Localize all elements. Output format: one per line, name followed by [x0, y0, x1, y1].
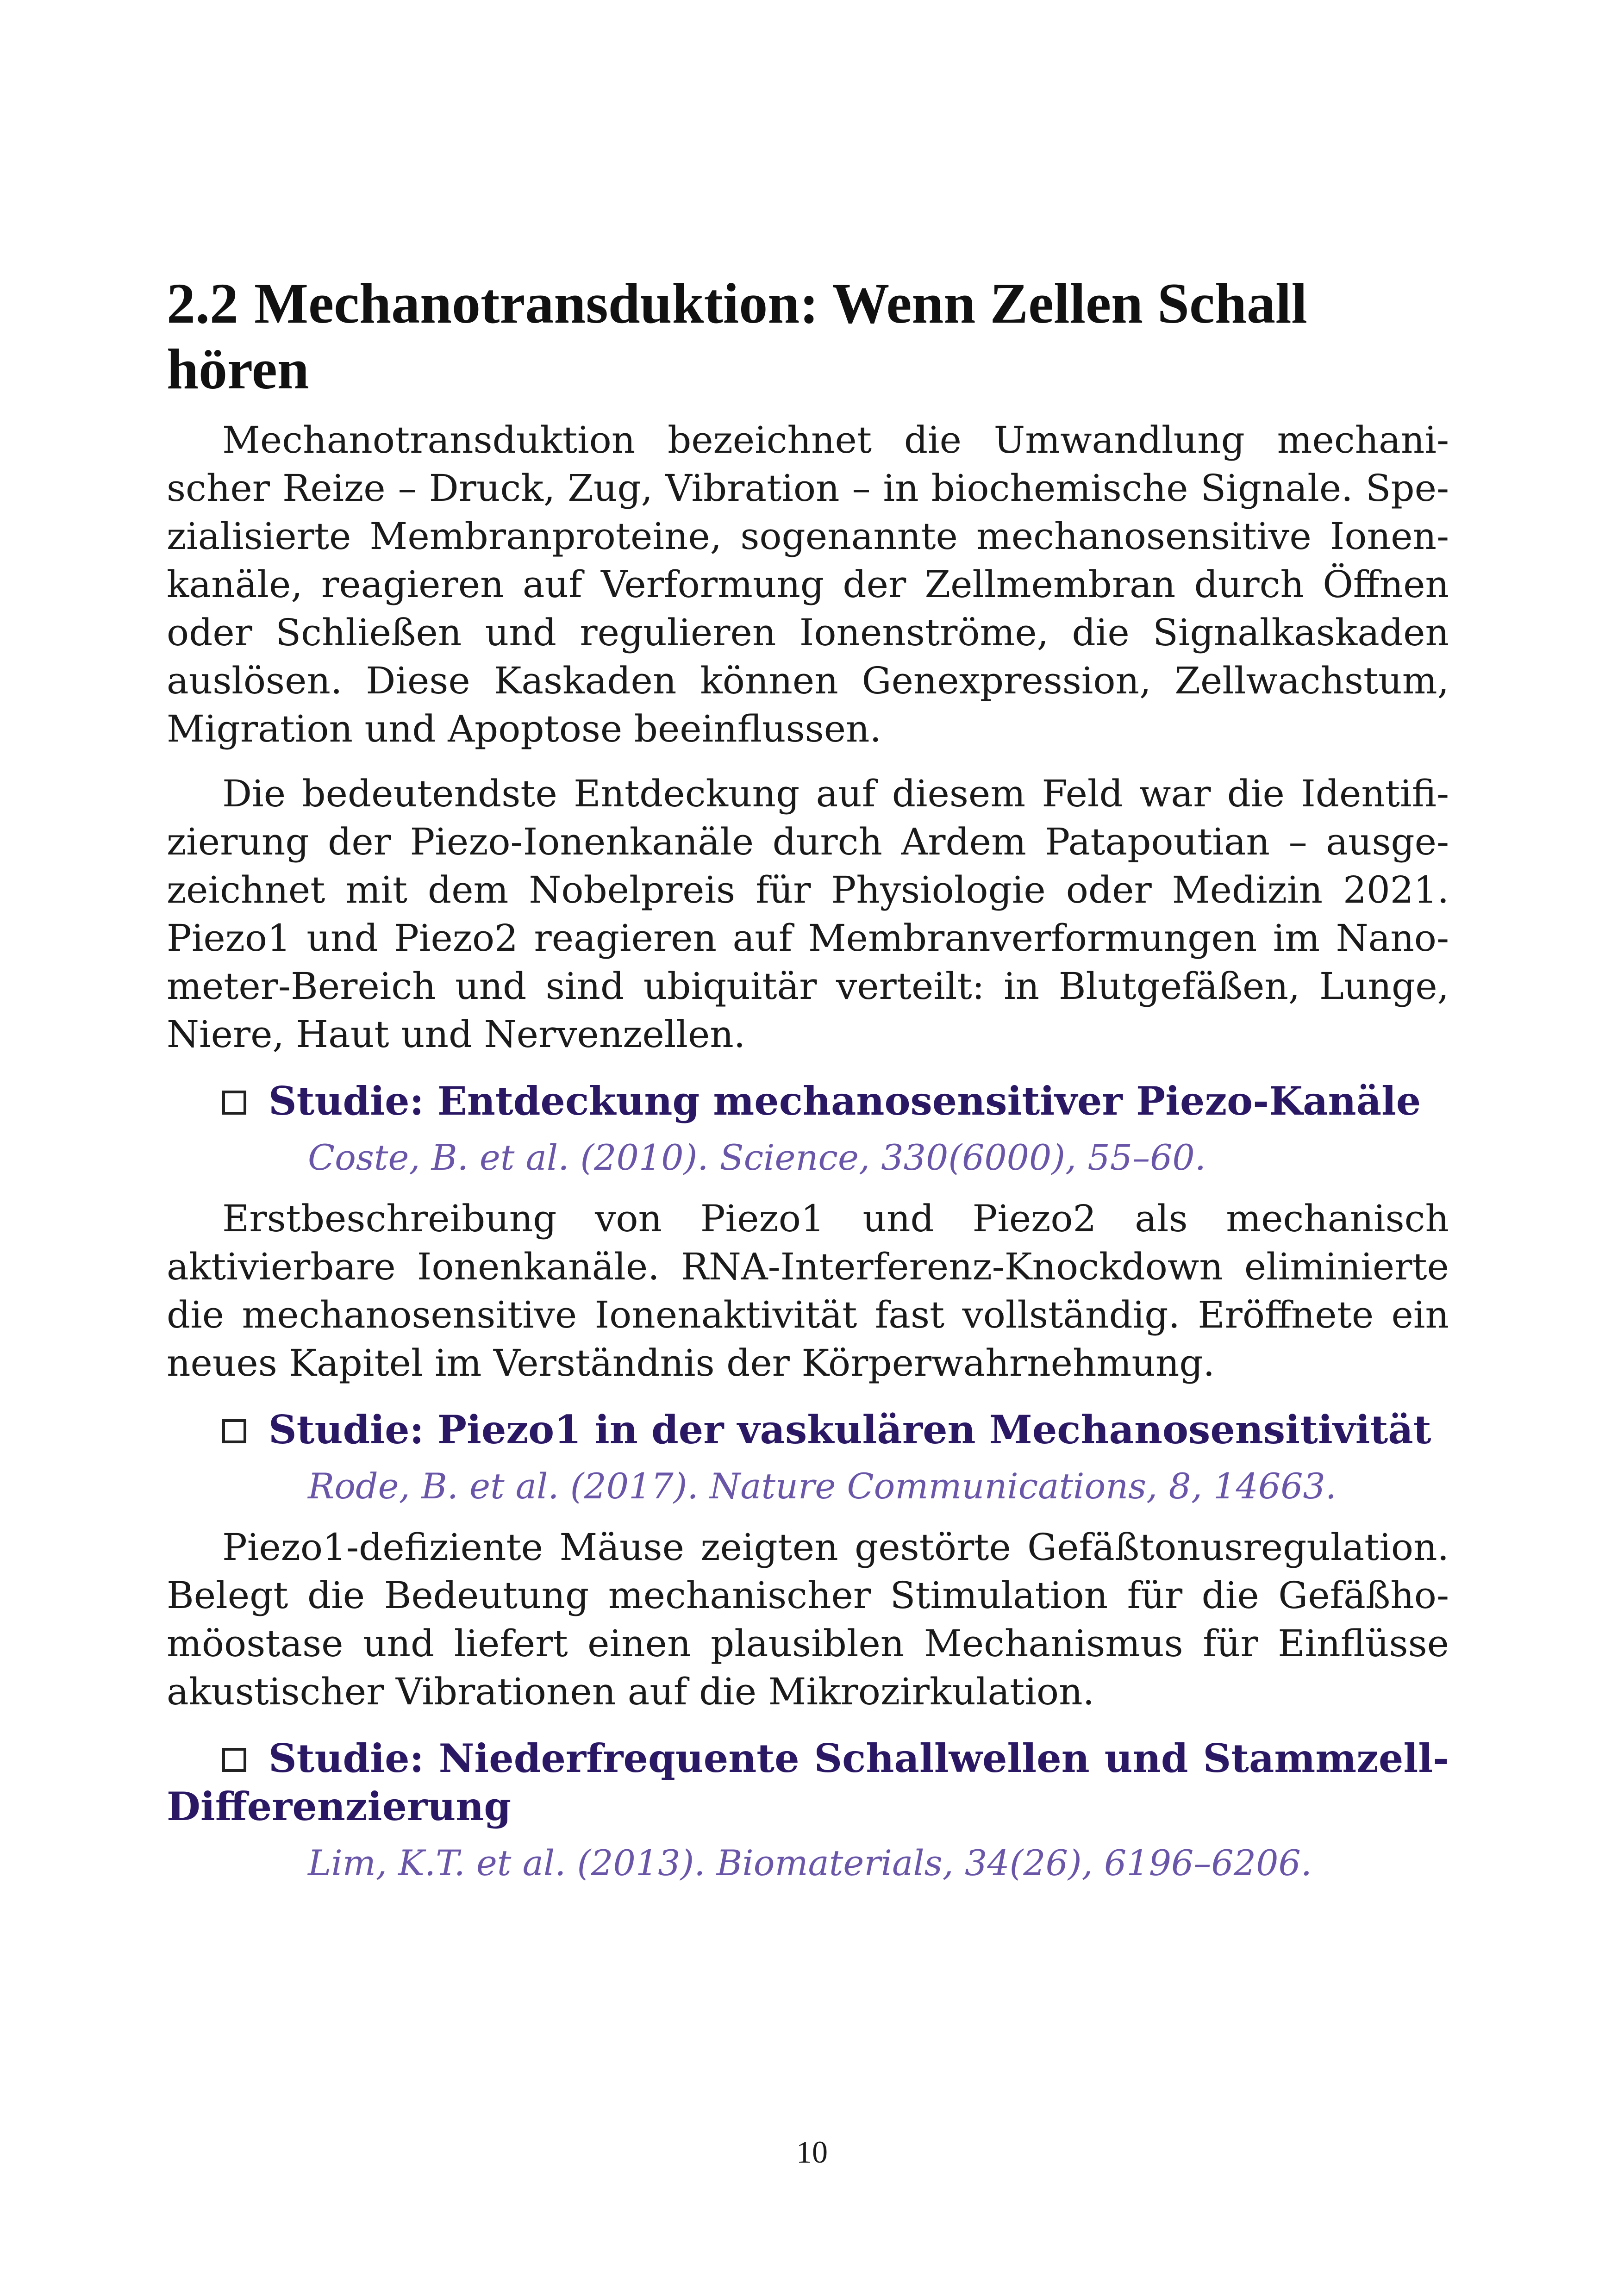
section-title: Mechanotransduktion: Wenn Zellen Schall hören: [167, 272, 1307, 401]
checkbox-icon: [222, 1419, 246, 1443]
study-title: Studie: Piezo1 in der vaskulären Mechanosensitivität: [269, 1407, 1431, 1453]
study-summary: Erstbeschreibung von Piezo1 und Piezo2 als mechanisch aktivierbare Ionenkanäle. RNA-Interferenz-Knockdown eliminierte die mechanosensitive Ionenaktivität fast vollständig. Eröffnete ein neues Kapitel im Verständnis der Körperwahrnehmung.: [167, 1197, 1449, 1384]
checkbox-icon: [222, 1091, 246, 1115]
study-heading: [167, 1734, 1449, 1831]
paragraph-intro: Mechanotransduktion bezeichnet die Umwandlung mechanischer Reize – Druck, Zug, Vibration – in biochemische Signale. Spezialisierte Membranproteine, sogenannte mechanosensitive Ionenkanäle, reagieren auf Verformung der Zellmembran durch Öffnen oder Schließen und regulieren Ionenströme, die Signalkaskaden auslösen. Diese Kaskaden können Genexpression, Zellwachstum, Migration und Apoptose beeinflussen.: [167, 418, 1449, 750]
study-title: Studie: Niederfrequente Schallwellen und Stammzell-Differenzierung: [167, 1735, 1449, 1829]
study-title: Studie: Entdeckung mechanosensitiver Piezo-Kanäle: [269, 1078, 1421, 1124]
section-number: 2.2: [167, 272, 238, 335]
study-entry-3: [167, 1734, 1449, 1887]
study-heading: [167, 1406, 1449, 1454]
study-entry-2: [167, 1406, 1449, 1716]
study-heading: [167, 1077, 1449, 1125]
study-citation: Lim, K.T. et al. (2013). Biomaterials, 34(26), 6196–6206.: [308, 1842, 1312, 1883]
checkbox-icon: [222, 1748, 246, 1772]
study-citation: Rode, B. et al. (2017). Nature Communications, 8, 14663.: [308, 1466, 1337, 1507]
page-number: 10: [796, 2134, 828, 2170]
study-entry-1: [167, 1077, 1449, 1387]
page-content: [167, 271, 1449, 1900]
section-heading: [167, 271, 1449, 402]
study-summary: Piezo1-defiziente Mäuse zeigten gestörte Gefäßtonusregulation. Belegt die Bedeutung mechanischer Stimulation für die Gefäßhomöostase und liefert einen plausiblen Mechanismus für Einflüsse akustischer Vibrationen auf die Mikrozirkulation.: [167, 1526, 1449, 1713]
paragraph-piezo-discovery: Die bedeutendste Entdeckung auf diesem Feld war die Identifizierung der Piezo-Ionenkanäle durch Ardem Patapoutian – ausgezeichnet mit dem Nobelpreis für Physiologie oder Medizin 2021. Piezo1 und Piezo2 reagieren auf Membranverformungen im Nanometer-Bereich und sind ubiquitär verteilt: in Blutgefäßen, Lunge, Niere, Haut und Nervenzellen.: [167, 772, 1449, 1056]
study-citation: Coste, B. et al. (2010). Science, 330(6000), 55–60.: [308, 1137, 1206, 1178]
